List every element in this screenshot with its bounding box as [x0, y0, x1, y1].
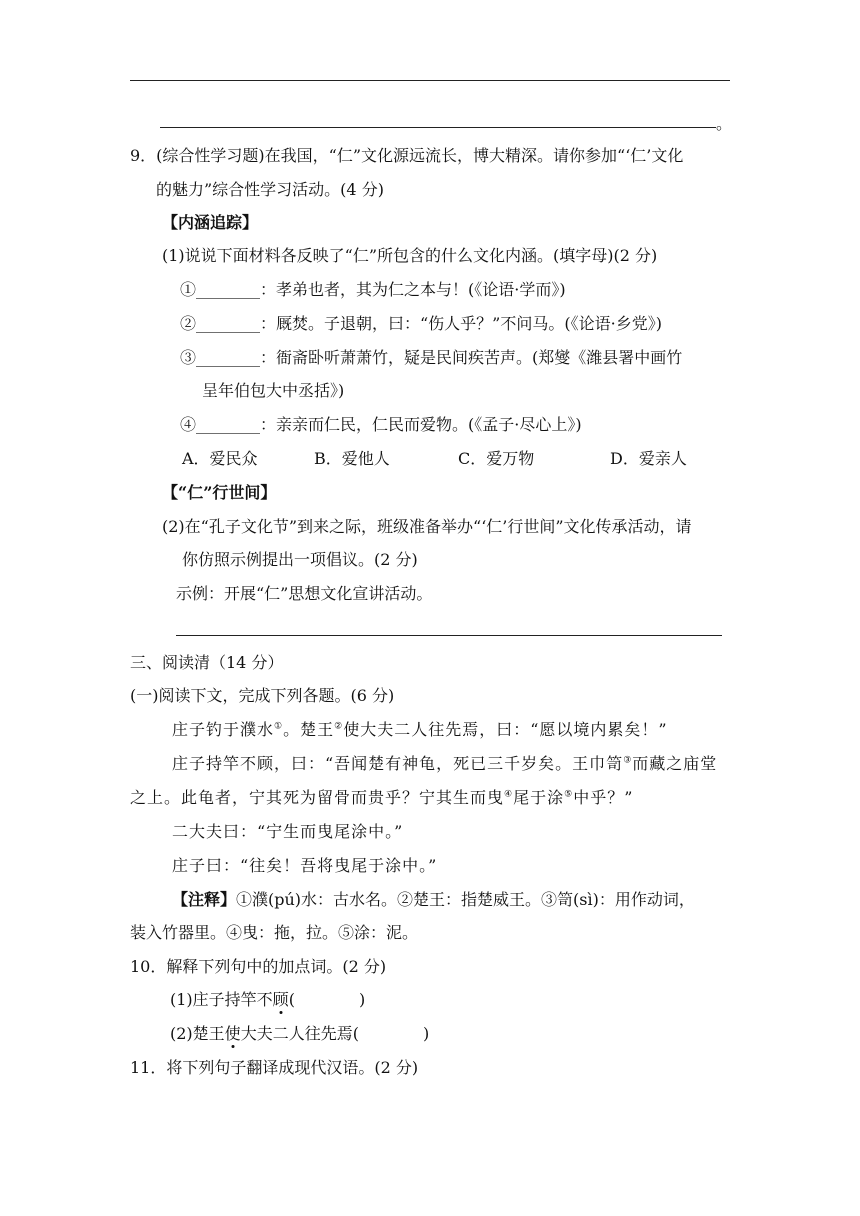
notes-line2: 装入竹器里。④曳：拖，拉。⑤涂：泥。 [130, 923, 419, 942]
q9-line1: 9．(综合性学习题)在我国，“仁”文化源远流长，博大精深。请你参加“‘仁’文化 [130, 146, 684, 165]
q9-item-4: ④________：亲亲而仁民，仁民而爱物。(《孟子·尽心上》) [180, 415, 582, 434]
passage-para3: 二大夫曰：“宁生而曳尾涂中。” [172, 822, 404, 841]
notes-line1: 【注释】①濮(pú)水：古水名。②楚王：指楚威王。③笥(sì)：用作动词， [172, 890, 695, 909]
q9-example: 示例：开展“仁”思想文化宣讲活动。 [176, 584, 433, 603]
q10-title: 10．解释下列句中的加点词。(2 分) [130, 957, 387, 976]
answer-end-mark: 。 [716, 114, 733, 133]
dotted-word-gu: 顾 [272, 990, 289, 1009]
q9-sub2-line1: (2)在“孔子文化节”到来之际，班级准备举办“‘仁’行世间”文化传承活动，请 [162, 517, 692, 536]
passage-para2-line2: 之上。此龟者，宁其死为留骨而贵乎？宁其生而曳④尾于涂⑤中乎？” [130, 788, 634, 807]
option-b: B．爱他人 [314, 449, 390, 468]
answer-line [160, 127, 716, 128]
q10-sentence-2: (2)楚王使大夫二人往先焉( ) [170, 1024, 430, 1043]
q9-sub2-line2: 你仿照示例提出一项倡议。(2 分) [182, 550, 418, 569]
option-d: D．爱亲人 [610, 449, 687, 468]
part3-subtitle: (一)阅读下文，完成下列各题。(6 分) [130, 686, 395, 705]
q9-item-3-cont: 呈年伯包大中丞括》) [202, 381, 345, 400]
q9-item-2: ②________：厩焚。子退朝，曰：“伤人乎？”不问马。(《论语·乡党》) [180, 314, 662, 333]
q9-answer-line [176, 635, 722, 636]
q9-section2-title: 【“仁”行世间】 [162, 483, 277, 502]
q9-line2: 的魅力”综合性学习活动。(4 分) [156, 180, 384, 199]
passage-para1: 庄子钓于濮水①。楚王②使大夫二人往先焉，曰：“愿以境内累矣！” [172, 720, 668, 739]
q11-title: 11．将下列句子翻译成现代汉语。(2 分) [130, 1058, 419, 1077]
part3-title: 三、阅读清（14 分） [130, 653, 284, 672]
q9-item-3: ③________：衙斋卧听萧萧竹，疑是民间疾苦声。(郑燮《潍县署中画竹 [180, 348, 683, 367]
q9-sub1: (1)说说下面材料各反映了“仁”所包含的什么文化内涵。(填字母)(2 分) [162, 246, 658, 265]
option-c: C．爱万物 [458, 449, 535, 468]
passage-para2-line1: 庄子持竿不顾，曰：“吾闻楚有神龟，死已三千岁矣。王巾笥③而藏之庙堂 [172, 754, 718, 773]
q9-section1-title: 【内涵追踪】 [162, 213, 259, 232]
notes-label: 【注释】 [172, 890, 237, 909]
q9-item-1: ①________：孝弟也者，其为仁之本与！(《论语·学而》) [180, 280, 566, 299]
top-divider [130, 80, 730, 81]
dotted-word-shi: 使 [224, 1024, 241, 1043]
option-a: A．爱民众 [182, 449, 258, 468]
q10-sentence-1: (1)庄子持竿不顾( ) [170, 990, 366, 1009]
passage-para4: 庄子曰：“往矣！吾将曳尾于涂中。” [172, 856, 438, 875]
